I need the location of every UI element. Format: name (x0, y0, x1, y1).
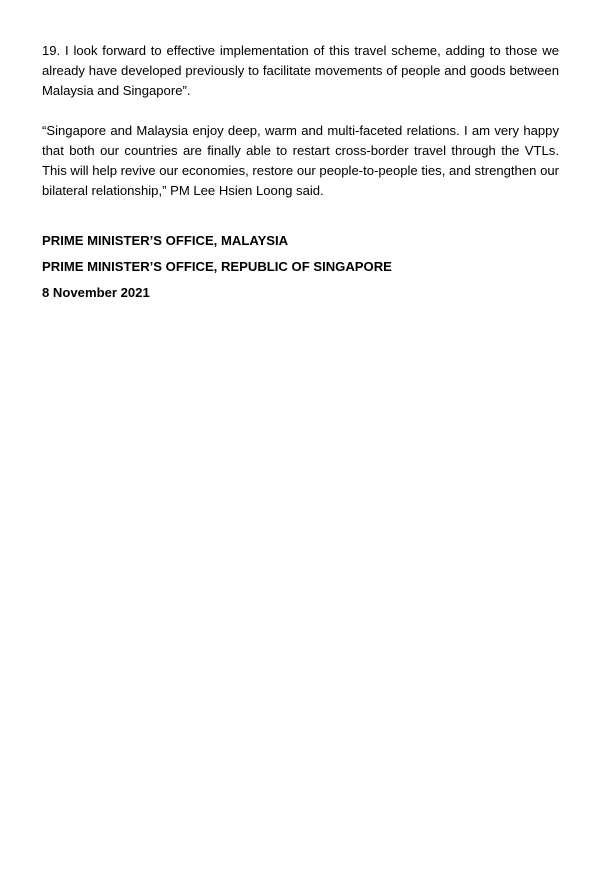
paragraph-19: 19. I look forward to effective implementation of this travel scheme, adding to those we already have developed previously to facilitate movements of people and goods between Malaysia and Singapore”. (42, 43, 559, 98)
document-body (42, 41, 559, 303)
signoff-office-malaysia: PRIME MINISTER’S OFFICE, MALAYSIA (42, 233, 289, 248)
signoff-date: 8 November 2021 (42, 285, 150, 300)
signoff-office-singapore: PRIME MINISTER’S OFFICE, REPUBLIC OF SINGAPORE (42, 259, 392, 274)
pm-lee-quote-paragraph: “Singapore and Malaysia enjoy deep, warm and multi-faceted relations. I am very happy that both our countries are finally able to restart cross-border travel through the VTLs. This will help revive our economies, restore our people-to-people ties, and strengthen our bilateral relationship,” PM Lee Hsien Loong said. (42, 123, 559, 198)
